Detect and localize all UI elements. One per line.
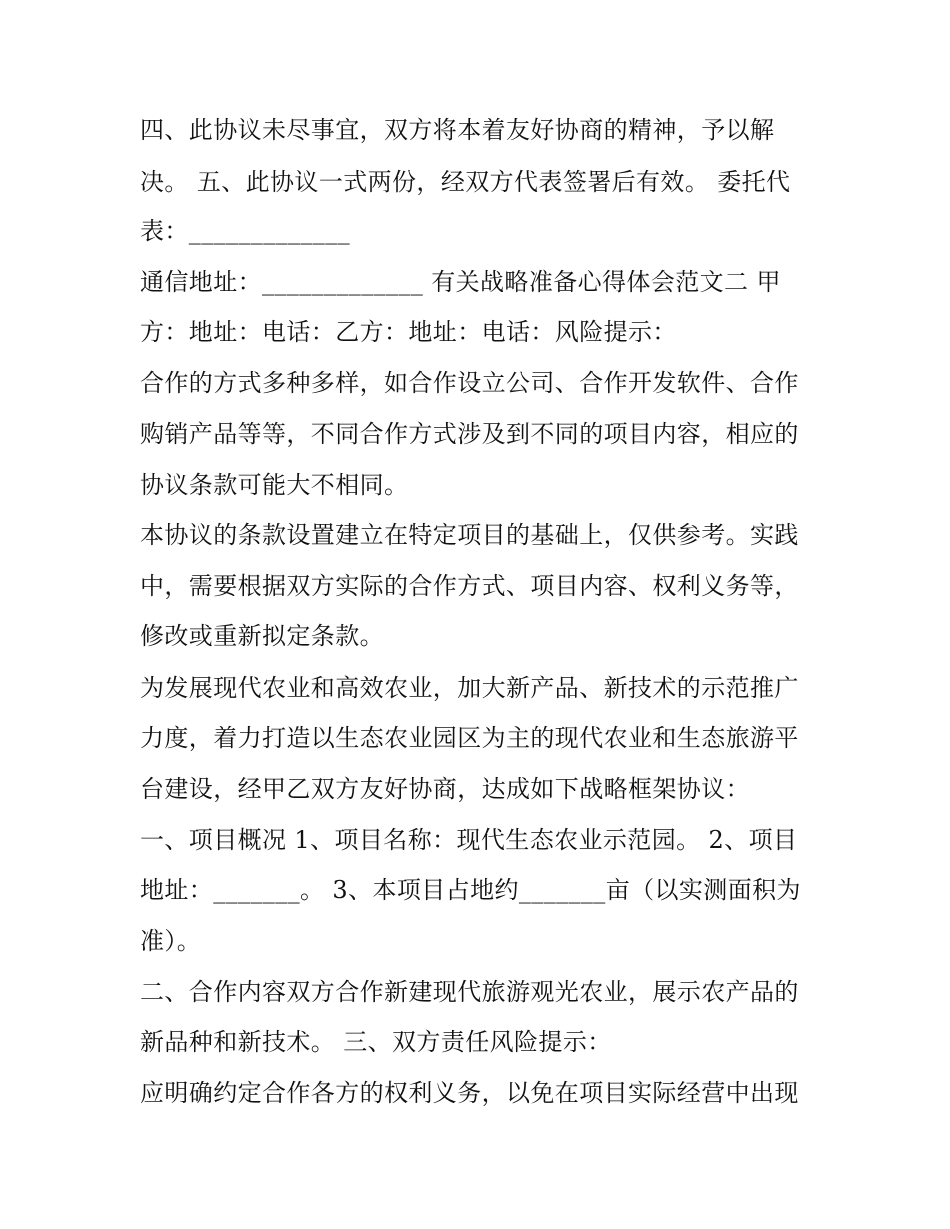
text-line: 准）。 (140, 927, 202, 955)
text-line: 通信地址：_____________ 有关战略准备心得体会范文二 甲 (140, 268, 781, 296)
text-line: 协议条款可能大不相同。 (140, 471, 409, 499)
text-line: 四、此协议未尽事宜，双方将本着友好协商的精神，予以解 (140, 116, 775, 144)
text-line: 购销产品等等，不同合作方式涉及到不同的项目内容，相应的 (140, 420, 799, 448)
text-line: 台建设，经甲乙双方友好协商，达成如下战略框架协议： (140, 775, 750, 803)
text-line: 本协议的条款设置建立在特定项目的基础上，仅供参考。实践 (140, 521, 799, 549)
text-line: 为发展现代农业和高效农业，加大新产品、新技术的示范推广 (140, 674, 799, 702)
text-line: 一、项目概况 1、项目名称：现代生态农业示范园。 2、项目 (140, 826, 798, 854)
text-line: 合作的方式多种多样，如合作设立公司、合作开发软件、合作 (140, 369, 799, 397)
text-line: 新品种和新技术。 三、双方责任风险提示： (140, 1028, 612, 1056)
text-line: 力度，着力打造以生态农业园区为主的现代农业和生态旅游平 (140, 724, 799, 752)
text-line: 表：_____________ (140, 217, 350, 245)
text-line: 中，需要根据双方实际的合作方式、项目内容、权利义务等， (140, 572, 799, 600)
text-line: 二、合作内容双方合作新建现代旅游观光农业，展示农产品的 (140, 978, 799, 1006)
text-line: 修改或重新拟定条款。 (140, 622, 384, 650)
text-line: 地址：_______。 3、本项目占地约_______亩（以实测面积为 (140, 876, 801, 904)
text-line: 方：地址：电话：乙方：地址：电话：风险提示： (140, 318, 677, 346)
text-line: 决。 五、此协议一式两份，经双方代表签署后有效。 委托代 (140, 168, 791, 196)
text-line: 应明确约定合作各方的权利义务，以免在项目实际经营中出现 (140, 1079, 799, 1107)
